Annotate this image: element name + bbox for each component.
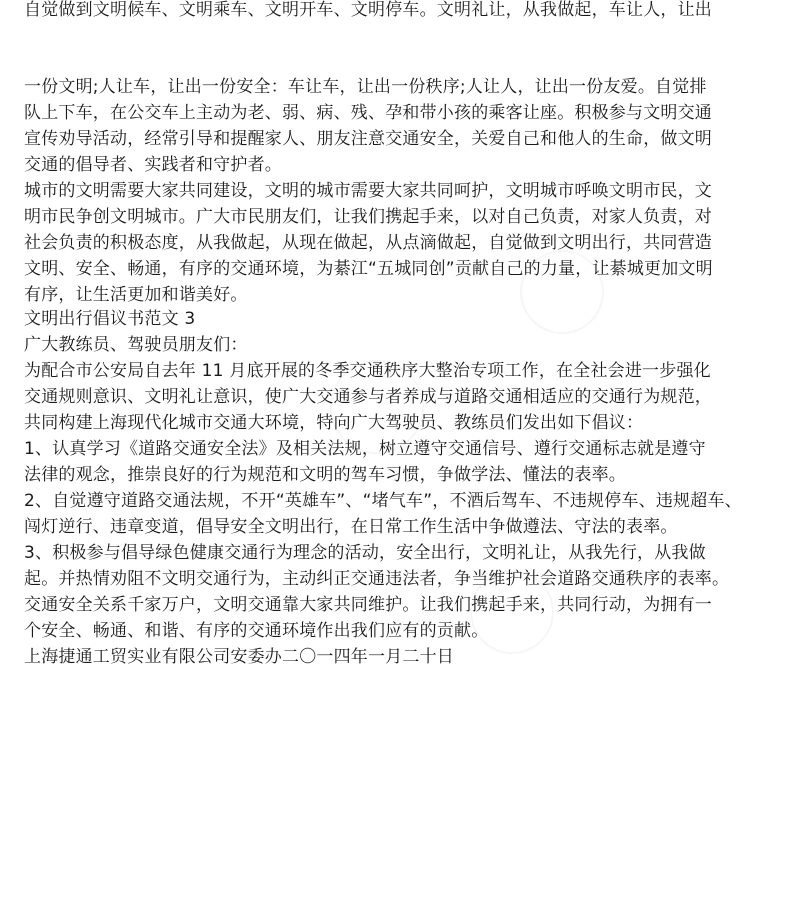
section-heading: 文明出行倡议书范文 3 (24, 309, 196, 329)
text-line: 交通安全关系千家万户，文明交通靠大家共同维护。让我们携起手来，共同行动，为拥有一 (24, 595, 712, 615)
text-line: 个安全、畅通、和谐、有序的交通环境作出我们应有的贡献。 (24, 621, 489, 641)
text-line: 共同构建上海现代化城市交通大环境，特向广大驾驶员、教练员们发出如下倡议： (24, 413, 644, 433)
text-line: 自觉做到文明候车、文明乘车、文明开车、文明停车。文明礼让，从我做起，车让人，让出 (24, 0, 712, 20)
text-line: 1、认真学习《道路交通安全法》及相关法规，树立遵守交通信号、遵行交通标志就是遵守 (24, 439, 706, 459)
text-line: 起。并热情劝阻不文明交通行为，主动纠正交通违法者，争当维护社会道路交通秩序的表率。 (24, 569, 730, 589)
text-line: 交通规则意识、文明礼让意识，使广大交通参与者养成与道路交通相适应的交通行为规范， (24, 387, 712, 407)
text-line: 3、积极参与倡导绿色健康交通行为理念的活动，安全出行，文明礼让，从我先行，从我做 (24, 543, 706, 563)
text-line: 一份文明;人让车，让出一份安全：车让车，让出一份秩序;人让人，让出一份友爱。自觉排 (24, 77, 707, 97)
text-line: 为配合市公安局自去年 11 月底开展的冬季交通秩序大整治专项工作，在全社会进一步强化 (24, 361, 711, 381)
text-line: 宣传劝导活动，经常引导和提醒家人、朋友注意交通安全，关爱自己和他人的生命，做文明 (24, 129, 712, 149)
text-line: 文明、安全、畅通，有序的交通环境，为綦江“五城同创”贡献自己的力量，让綦城更加文明 (24, 259, 713, 279)
text-line: 队上下车，在公交车上主动为老、弱、病、残、孕和带小孩的乘客让座。积极参与文明交通 (24, 103, 712, 123)
text-line: 法律的观念，推崇良好的行为规范和文明的驾车习惯，争做学法、懂法的表率。 (24, 465, 626, 485)
signature-line: 上海捷通工贸实业有限公司安委办二〇一四年一月二十日 (24, 647, 454, 667)
text-line: 有序，让生活更加和谐美好。 (24, 285, 248, 305)
text-line: 社会负责的积极态度，从我做起，从现在做起，从点滴做起，自觉做到文明出行，共同营造 (24, 233, 712, 253)
text-line: 明市民争创文明城市。广大市民朋友们，让我们携起手来，以对自己负责，对家人负责，对 (24, 207, 712, 227)
text-line: 交通的倡导者、实践者和守护者。 (24, 155, 282, 175)
text-line: 2、自觉遵守道路交通法规，不开“英雄车”、“堵气车”，不酒后驾车、不违规停车、违规超车、 (24, 491, 742, 511)
text-line: 城市的文明需要大家共同建设，文明的城市需要大家共同呵护，文明城市呼唤文明市民，文 (24, 181, 712, 201)
text-line: 闯灯逆行、违章变道，倡导安全文明出行，在日常工作生活中争做遵法、守法的表率。 (24, 517, 678, 537)
salutation: 广大教练员、驾驶员朋友们： (24, 335, 248, 355)
